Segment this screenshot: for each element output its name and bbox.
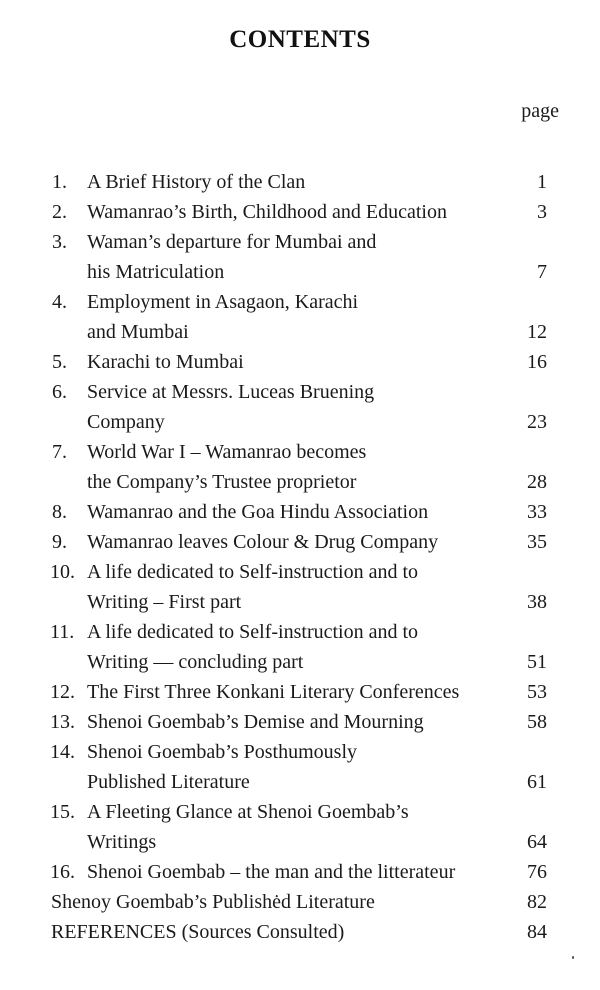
entry-number: 15. bbox=[50, 801, 75, 823]
entry-page-number: 12 bbox=[527, 321, 547, 343]
print-speck bbox=[572, 956, 574, 959]
entry-title-line: the Company’s Trustee proprietor bbox=[87, 471, 357, 493]
toc-entry bbox=[0, 737, 600, 797]
toc-entry bbox=[0, 617, 600, 677]
entry-title-line: Wamanrao and the Goa Hindu Association bbox=[87, 501, 429, 523]
entry-page-number: 28 bbox=[527, 471, 547, 493]
entry-title-line: REFERENCES (Sources Consulted) bbox=[51, 921, 345, 943]
page-column-header: page bbox=[521, 100, 559, 122]
entry-title-line: Shenoi Goembab – the man and the litterateur bbox=[87, 861, 456, 883]
toc-entry bbox=[0, 287, 600, 347]
entry-title-line: Published Literature bbox=[87, 771, 250, 793]
toc-entry bbox=[0, 707, 600, 737]
toc-entry bbox=[0, 797, 600, 857]
entry-number: 4. bbox=[52, 291, 67, 313]
toc-entry bbox=[0, 497, 600, 527]
entry-page-number: 82 bbox=[527, 891, 547, 913]
toc-entry bbox=[0, 527, 600, 557]
entry-number: 5. bbox=[52, 351, 67, 373]
entry-title-line: A life dedicated to Self-instruction and to bbox=[87, 561, 419, 583]
table-of-contents bbox=[0, 167, 600, 947]
entry-page-number: 51 bbox=[527, 651, 547, 673]
toc-entry bbox=[0, 677, 600, 707]
entry-page-number: 53 bbox=[527, 681, 547, 703]
entry-title-line: A life dedicated to Self-instruction and to bbox=[87, 621, 419, 643]
entry-number: 2. bbox=[52, 201, 67, 223]
entry-number: 10. bbox=[50, 561, 75, 583]
entry-title-line: Employment in Asagaon, Karachi bbox=[87, 291, 359, 313]
entry-title-line: Shenoi Goembab’s Posthumously bbox=[87, 741, 358, 763]
entry-title-line: Service at Messrs. Luceas Bruening bbox=[87, 381, 375, 403]
entry-title-line: World War I – Wamanrao becomes bbox=[87, 441, 367, 463]
toc-entry bbox=[0, 347, 600, 377]
entry-page-number: 38 bbox=[527, 591, 547, 613]
entry-page-number: 64 bbox=[527, 831, 547, 853]
entry-title-line: Shenoy Goembab’s Publishėd Literature bbox=[51, 891, 375, 913]
toc-entry bbox=[0, 197, 600, 227]
entry-page-number: 3 bbox=[537, 201, 547, 223]
toc-entry bbox=[0, 167, 600, 197]
entry-number: 6. bbox=[52, 381, 67, 403]
toc-entry bbox=[0, 887, 600, 917]
entry-number: 3. bbox=[52, 231, 67, 253]
entry-title-line: Wamanrao’s Birth, Childhood and Education bbox=[87, 201, 447, 223]
entry-title-line: A Fleeting Glance at Shenoi Goembab’s bbox=[87, 801, 409, 823]
entry-page-number: 23 bbox=[527, 411, 547, 433]
entry-title-line: The First Three Konkani Literary Conferences bbox=[87, 681, 460, 703]
entry-page-number: 16 bbox=[527, 351, 547, 373]
toc-entry bbox=[0, 227, 600, 287]
entry-title-line: Waman’s departure for Mumbai and bbox=[87, 231, 377, 253]
entry-page-number: 7 bbox=[537, 261, 547, 283]
entry-number: 16. bbox=[50, 861, 75, 883]
entry-title-line: Writing – First part bbox=[87, 591, 242, 613]
entry-title-line: Karachi to Mumbai bbox=[87, 351, 244, 373]
entry-number: 11. bbox=[50, 621, 75, 643]
entry-title-line: Shenoi Goembab’s Demise and Mourning bbox=[87, 711, 424, 733]
entry-page-number: 84 bbox=[527, 921, 547, 943]
entry-number: 12. bbox=[50, 681, 75, 703]
toc-entry bbox=[0, 437, 600, 497]
entry-page-number: 1 bbox=[537, 171, 547, 193]
entry-title-line: Wamanrao leaves Colour & Drug Company bbox=[87, 531, 439, 553]
toc-entry bbox=[0, 917, 600, 947]
entry-title-line: and Mumbai bbox=[87, 321, 189, 343]
entry-title-line: Writings bbox=[87, 831, 157, 853]
toc-entry bbox=[0, 557, 600, 617]
entry-number: 14. bbox=[50, 741, 75, 763]
entry-title-line: Company bbox=[87, 411, 165, 433]
entry-title-line: A Brief History of the Clan bbox=[87, 171, 306, 193]
entry-number: 9. bbox=[52, 531, 67, 553]
entry-page-number: 35 bbox=[527, 531, 547, 553]
entry-page-number: 33 bbox=[527, 501, 547, 523]
entry-number: 13. bbox=[50, 711, 75, 733]
entry-number: 7. bbox=[52, 441, 67, 463]
entry-page-number: 58 bbox=[527, 711, 547, 733]
entry-number: 1. bbox=[52, 171, 67, 193]
entry-page-number: 76 bbox=[527, 861, 547, 883]
entry-number: 8. bbox=[52, 501, 67, 523]
page-title: CONTENTS bbox=[229, 26, 371, 53]
toc-entry bbox=[0, 377, 600, 437]
toc-entry bbox=[0, 857, 600, 887]
entry-page-number: 61 bbox=[527, 771, 547, 793]
entry-title-line: his Matriculation bbox=[87, 261, 225, 283]
entry-title-line: Writing — concluding part bbox=[87, 651, 304, 673]
